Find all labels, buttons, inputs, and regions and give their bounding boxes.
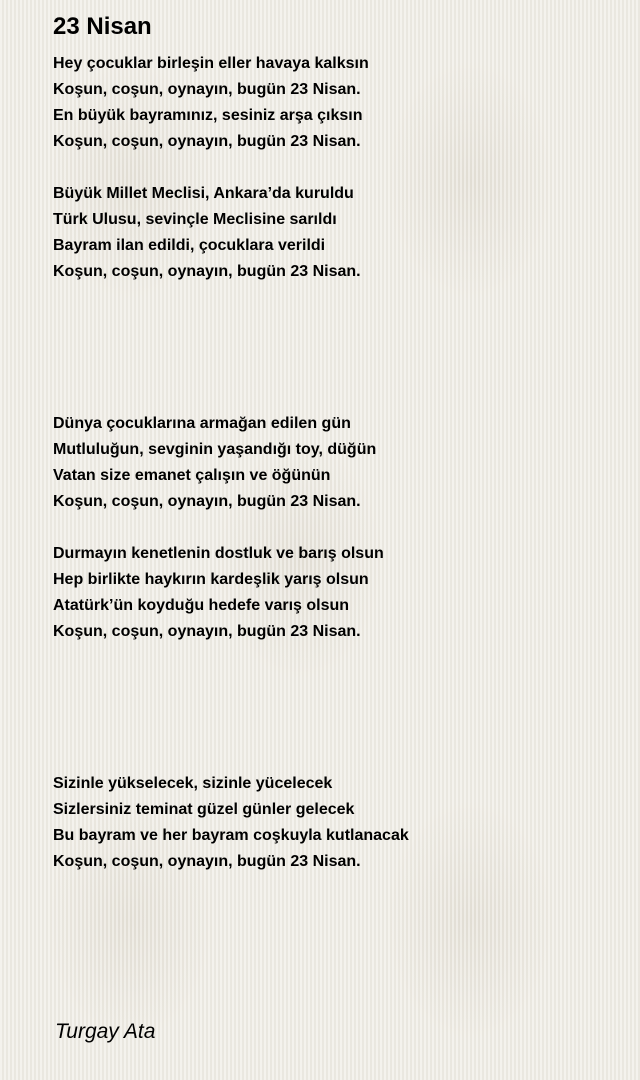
poem-line: Hey çocuklar birleşin eller havaya kalksın — [53, 55, 369, 72]
stanza-5 — [53, 771, 409, 875]
poem-line: Büyük Millet Meclisi, Ankara’da kuruldu — [53, 185, 354, 202]
poem-line: Sizinle yükselecek, sizinle yücelecek — [53, 775, 333, 792]
poem-line: Koşun, coşun, oynayın, bugün 23 Nisan. — [53, 133, 361, 150]
poem-title: 23 Nisan — [53, 13, 152, 40]
poem-line: Dünya çocuklarına armağan edilen gün — [53, 415, 351, 432]
poem-line: Bu bayram ve her bayram coşkuyla kutlanacak — [53, 827, 409, 844]
poem-line: Türk Ulusu, sevinçle Meclisine sarıldı — [53, 211, 337, 228]
poem-line: Bayram ilan edildi, çocuklara verildi — [53, 237, 326, 254]
poem-line: Atatürk’ün koyduğu hedefe varış olsun — [53, 597, 350, 614]
stanza-2 — [53, 181, 361, 285]
poem-line: Koşun, coşun, oynayın, bugün 23 Nisan. — [53, 853, 361, 870]
poem-line: Mutluluğun, sevginin yaşandığı toy, düğün — [53, 441, 377, 458]
poem-line: Koşun, coşun, oynayın, bugün 23 Nisan. — [53, 493, 361, 510]
poem-line: Hep birlikte haykırın kardeşlik yarış olsun — [53, 571, 369, 588]
poem-line: Vatan size emanet çalışın ve öğünün — [53, 467, 331, 484]
poem-author[interactable]: Turgay Ata — [55, 1020, 156, 1043]
stanza-3 — [53, 411, 376, 515]
poem-line: Sizlersiniz teminat güzel günler gelecek — [53, 801, 355, 818]
poem-line: En büyük bayramınız, sesiniz arşa çıksın — [53, 107, 363, 124]
poem-line: Durmayın kenetlenin dostluk ve barış olsun — [53, 545, 384, 562]
poem-line: Koşun, coşun, oynayın, bugün 23 Nisan. — [53, 81, 361, 98]
poem-line: Koşun, coşun, oynayın, bugün 23 Nisan. — [53, 623, 361, 640]
poem-line: Koşun, coşun, oynayın, bugün 23 Nisan. — [53, 263, 361, 280]
stanza-4 — [53, 541, 384, 645]
stanza-1 — [53, 51, 369, 155]
